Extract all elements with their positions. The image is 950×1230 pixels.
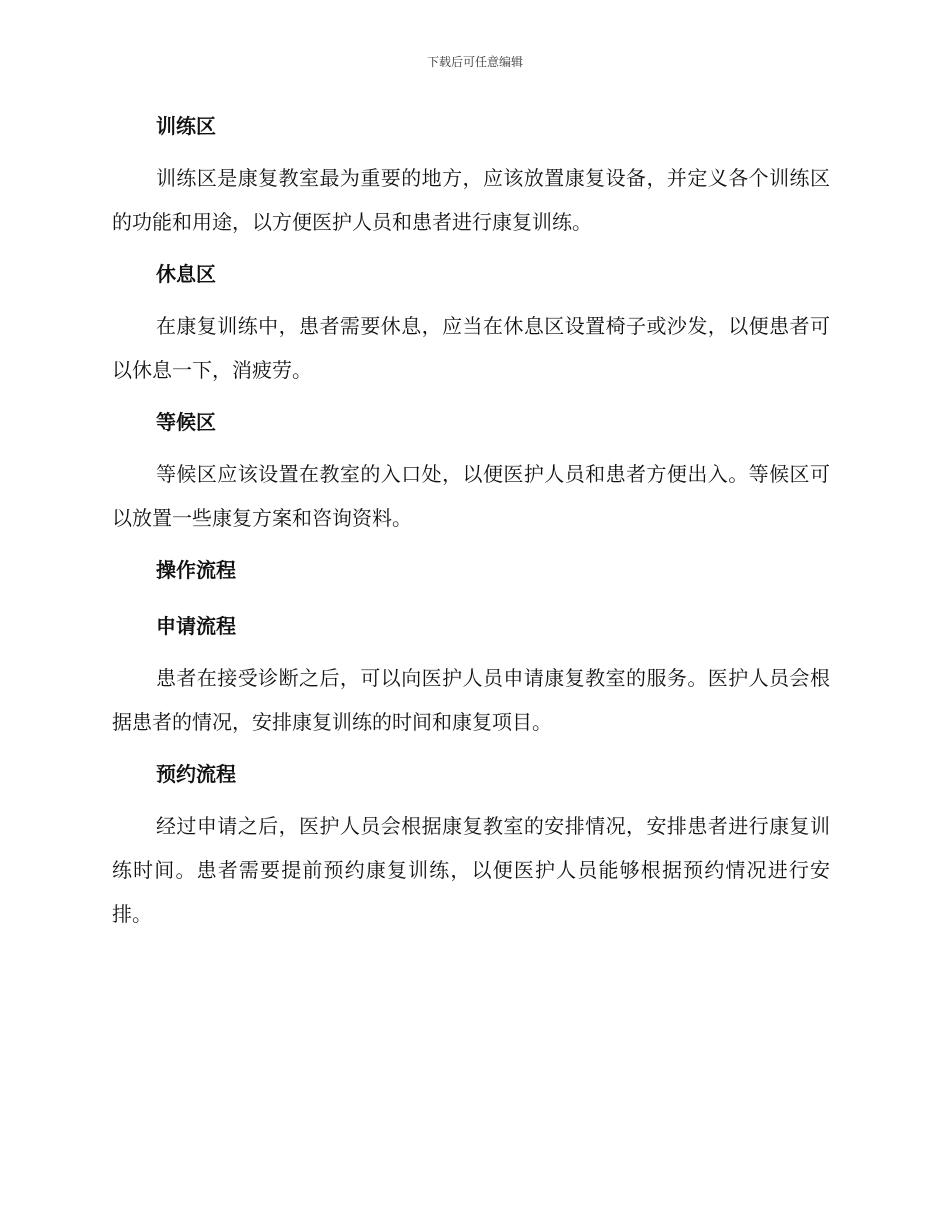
paragraph-rest-area: 在康复训练中，患者需要休息，应当在休息区设置椅子或沙发，以便患者可以休息一下，消疲劳。 [112, 314, 830, 382]
heading-appointment-process: 预约流程 [156, 762, 236, 786]
document-content [112, 110, 830, 936]
heading-rest-area: 休息区 [156, 262, 216, 286]
paragraph-appointment-process: 经过申请之后，医护人员会根据康复教室的安排情况，安排患者进行康复训练时间。患者需要提前预约康复训练，以便医护人员能够根据预约情况进行安排。 [112, 814, 830, 926]
paragraph-application-process: 患者在接受诊断之后，可以向医护人员申请康复教室的服务。医护人员会根据患者的情况，安排康复训练的时间和康复项目。 [112, 666, 830, 734]
heading-operation-process: 操作流程 [156, 558, 236, 582]
heading-application-process: 申请流程 [156, 614, 236, 638]
page-header: 下载后可任意编辑 [426, 55, 523, 69]
heading-waiting-area: 等候区 [156, 410, 216, 434]
paragraph-training-area: 训练区是康复教室最为重要的地方，应该放置康复设备，并定义各个训练区的功能和用途，以方便医护人员和患者进行康复训练。 [112, 166, 830, 234]
heading-training-area: 训练区 [156, 114, 216, 138]
paragraph-waiting-area: 等候区应该设置在教室的入口处，以便医护人员和患者方便出入。等候区可以放置一些康复方案和咨询资料。 [112, 462, 830, 530]
